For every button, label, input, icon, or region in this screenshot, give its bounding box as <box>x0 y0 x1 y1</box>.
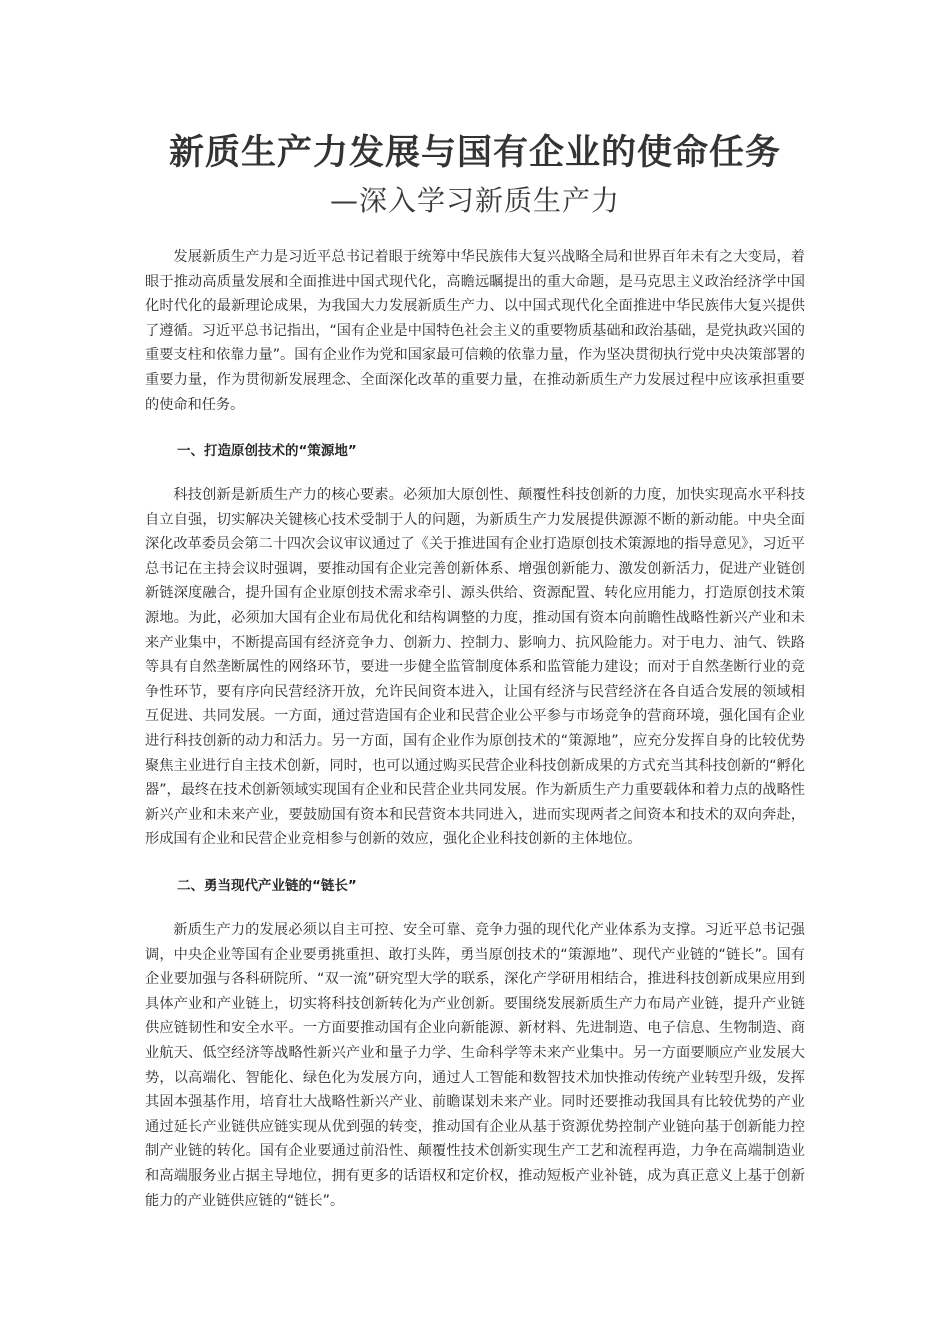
intro-paragraph: 发展新质生产力是习近平总书记着眼于统筹中华民族伟大复兴战略全局和世界百年未有之大变局，着眼于推动高质量发展和全面推进中国式现代化，高瞻远瞩提出的重大命题，是马克思主义政治经济学中国化时代化的最新理论成果，为我国大力发展新质生产力、以中国式现代化全面推进中华民族伟大复兴提供了遵循。习近平总书记指出，“国有企业是中国特色社会主义的重要物质基础和政治基础，是党执政兴国的重要支柱和依靠力量”。国有企业作为党和国家最可信赖的依靠力量，作为坚决贯彻执行党中央决策部署的重要力量，作为贯彻新发展理念、全面深化改革的重要力量，在推动新质生产力发展过程中应该承担重要的使命和任务。 <box>145 249 805 413</box>
document-title: 新质生产力发展与国有企业的使命任务 <box>168 133 781 173</box>
document-subtitle: —深入学习新质生产力 <box>329 184 620 217</box>
section-heading-1: 一、打造原创技术的“策源地” <box>177 443 357 459</box>
section-body-2: 新质生产力的发展必须以自主可控、安全可靠、竞争力强的现代化产业体系为支撑。习近平总书记强调，中央企业等国有企业要勇挑重担、敢打头阵，勇当原创技术的“策源地”、现代产业链的“链长”。国有企业要加强与各科研院所、“双一流”研究型大学的联系，深化产学研用相结合，推进科技创新成果应用到具体产业和产业链上，切实将科技创新转化为产业创新。要围绕发展新质生产力布局产业链，提升产业链供应链韧性和安全水平。一方面要推动国有企业向新能源、新材料、先进制造、电子信息、生物制造、商业航天、低空经济等战略性新兴产业和量子力学、生命科学等未来产业集中。另一方面要顺应产业发展大势，以高端化、智能化、绿色化为发展方向，通过人工智能和数智技术加快推动传统产业转型升级，发挥其固本强基作用，培育壮大战略性新兴产业、前瞻谋划未来产业。同时还要推动我国具有比较优势的产业通过延长产业链供应链实现从优到强的转变，推动国有企业从基于资源优势控制产业链向基于创新能力控制产业链的转化。国有企业要通过前沿性、颠覆性技术创新实现生产工艺和流程再造，力争在高端制造业和高端服务业占据主导地位，拥有更多的话语权和定价权，推动短板产业补链，成为真正意义上基于创新能力的产业链供应链的“链长”。 <box>145 922 805 1209</box>
section-body-1: 科技创新是新质生产力的核心要素。必须加大原创性、颠覆性科技创新的力度，加快实现高水平科技自立自强，切实解决关键核心技术受制于人的问题，为新质生产力发展提供源源不断的新动能。中央全面深化改革委员会第二十四次会议审议通过了《关于推进国有企业打造原创技术策源地的指导意见》，习近平总书记在主持会议时强调，要推动国有企业完善创新体系、增强创新能力、激发创新活力，促进产业链创新链深度融合，提升国有企业原创技术需求牵引、源头供给、资源配置、转化应用能力，打造原创技术策源地。为此，必须加大国有企业布局优化和结构调整的力度，推动国有资本向前瞻性战略性新兴产业和未来产业集中，不断提高国有经济竞争力、创新力、控制力、影响力、抗风险能力。对于电力、油气、铁路等具有自然垄断属性的网络环节，要进一步健全监管制度体系和监管能力建设；而对于自然垄断行业的竞争性环节，要有序向民营经济开放，允许民间资本进入，让国有经济与民营经济在各自适合发展的领域相互促进、共同发展。一方面，通过营造国有企业和民营企业公平参与市场竞争的营商环境，强化国有企业进行科技创新的动力和活力。另一方面，国有企业作为原创技术的“策源地”，应充分发挥自身的比较优势聚焦主业进行自主技术创新，同时，也可以通过购买民营企业科技创新成果的方式充当其科技创新的“孵化器”，最终在技术创新领域实现国有企业和民营企业共同发展。作为新质生产力重要载体和着力点的战略性新兴产业和未来产业，要鼓励国有资本和民营资本共同进入，进而实现两者之间资本和技术的双向奔赴，形成国有企业和民营企业竞相参与创新的效应，强化企业科技创新的主体地位。 <box>145 487 805 848</box>
section-heading-2: 二、勇当现代产业链的“链长” <box>177 878 357 894</box>
